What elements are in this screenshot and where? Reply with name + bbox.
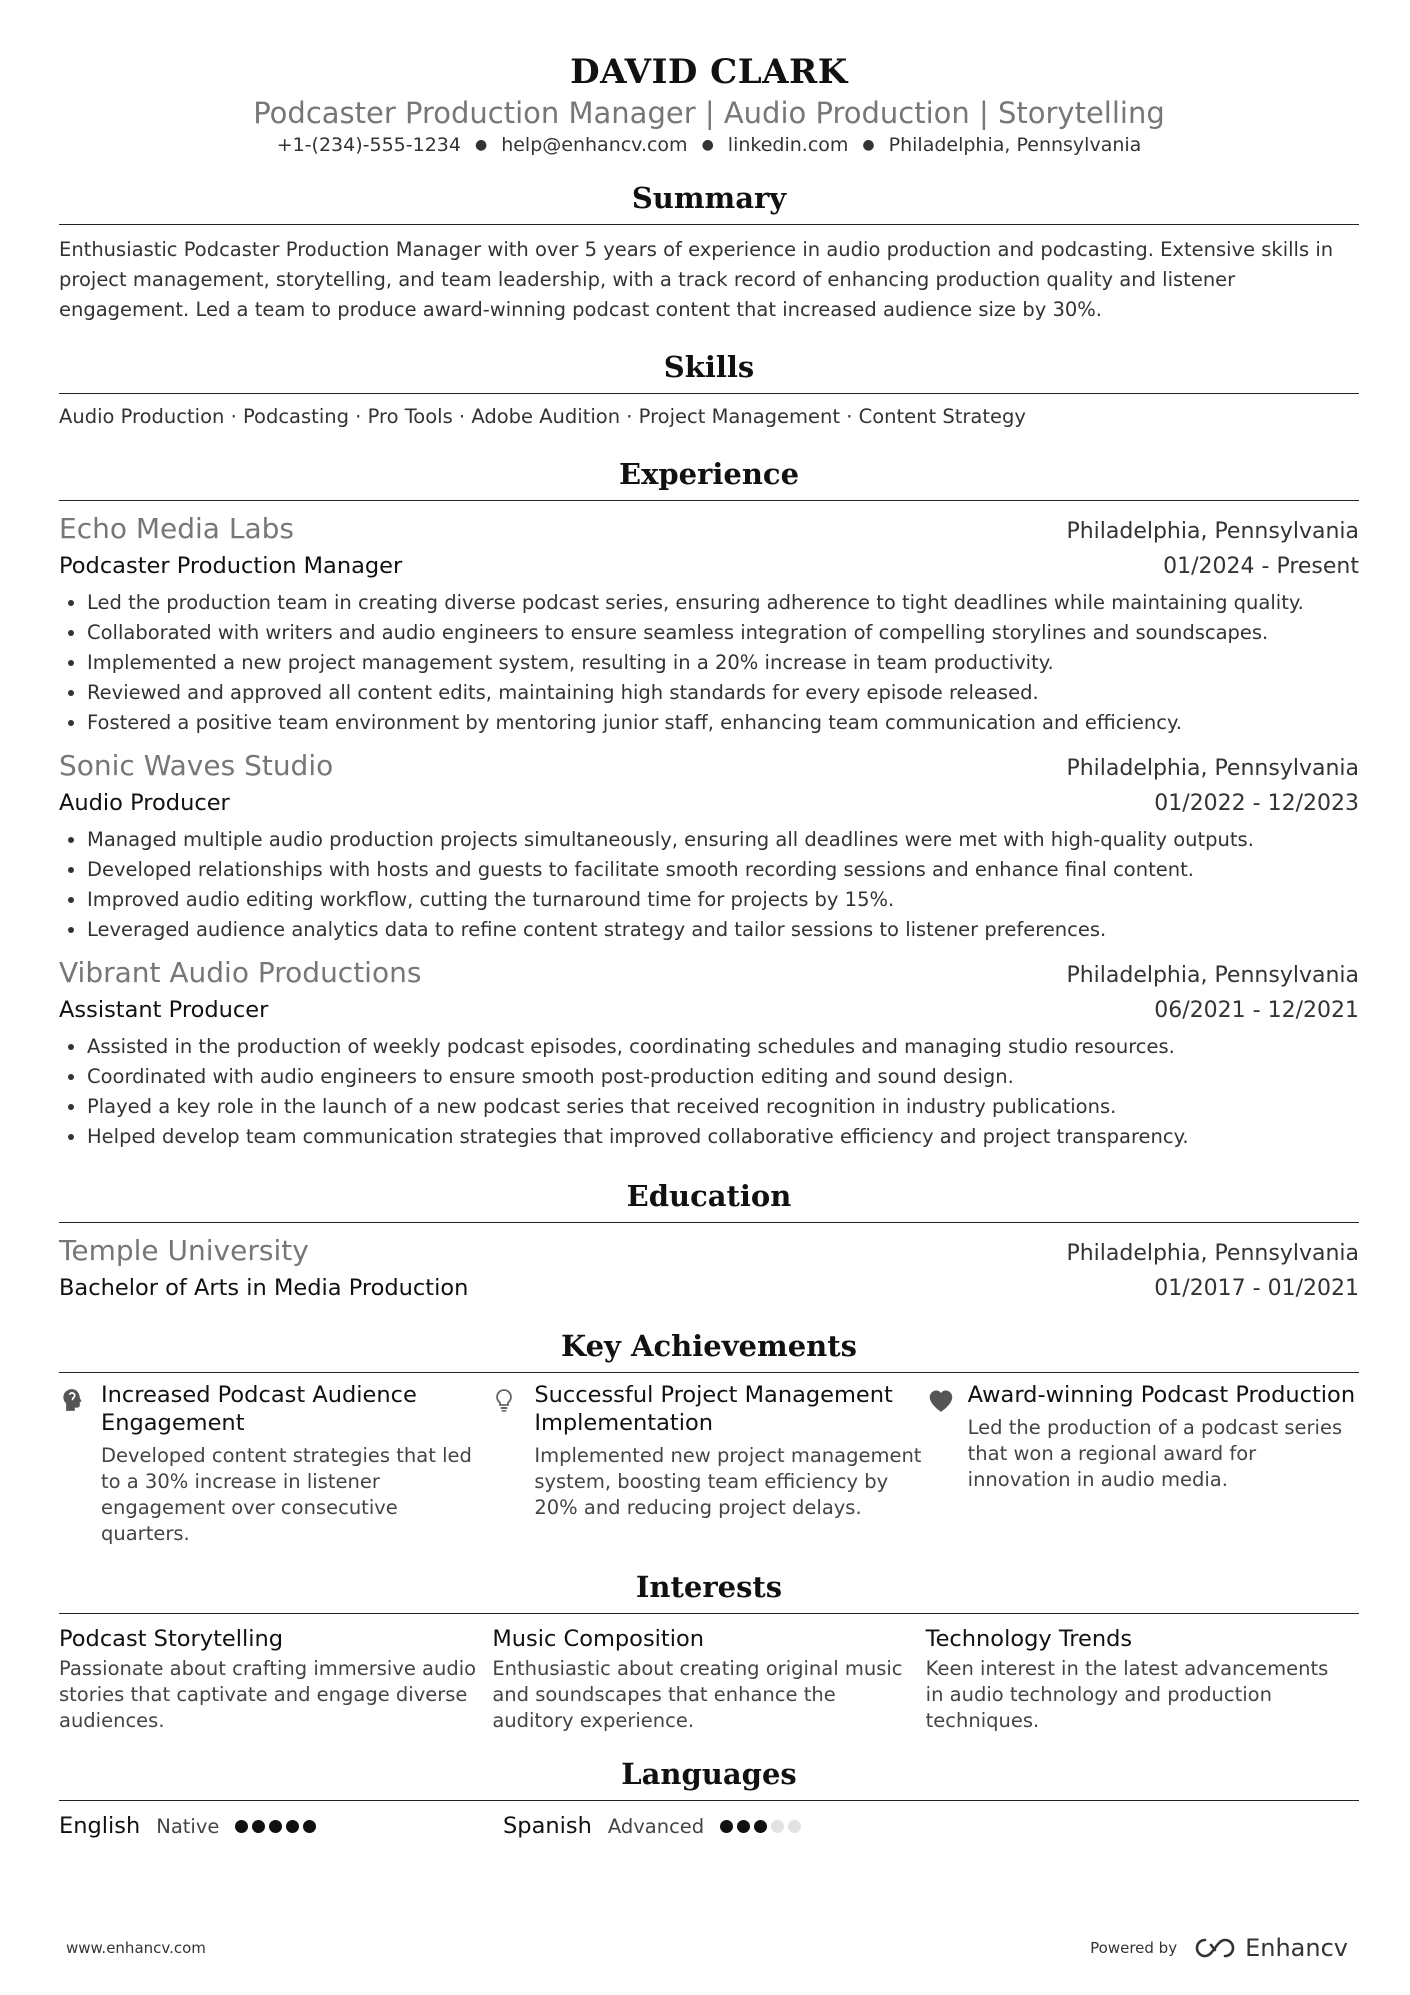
job-title: Audio Producer (59, 790, 230, 816)
bullet-item: • Implemented a new project management system, resulting in a 20% increase in team productivity. (87, 648, 1359, 678)
achievement-desc: Implemented new project management system, boosting team efficiency by 20% and reducing project delays. (534, 1444, 922, 1519)
skills-list: Audio Production · Podcasting · Pro Tools · Adobe Audition · Project Management · Content Strategy (59, 405, 1026, 428)
languages-section (59, 1756, 1359, 1843)
language-level: Advanced (607, 1814, 705, 1838)
job-location: Philadelphia, Pennsylvania (1066, 519, 1359, 544)
section-title-interests: Interests (59, 1569, 1359, 1614)
rating-dot-filled (754, 1820, 767, 1833)
head-icon (59, 1381, 101, 1547)
rating-dot-filled (737, 1820, 750, 1833)
summary-section (59, 180, 1359, 325)
language-rating (235, 1820, 316, 1833)
achievement-title: Successful Project Management Implementation (534, 1382, 893, 1436)
interest-item (926, 1622, 1359, 1734)
section-title-education: Education (59, 1178, 1359, 1223)
bullet-item: • Played a key role in the launch of a new podcast series that received recognition in industry publications. (87, 1092, 1359, 1122)
footer-website[interactable]: www.enhancv.com (66, 1939, 206, 1957)
footer (66, 1934, 1348, 1962)
school-location: Philadelphia, Pennsylvania (1066, 1241, 1359, 1266)
job-bullets (59, 1032, 1359, 1152)
language-rating (720, 1820, 801, 1833)
summary-text: Enthusiastic Podcaster Production Manager with over 5 years of experience in audio production and podcasting. Extensive skills in project management, storytelling, and team leadership, with a track record of enhancing production quality and listener engagement. Led a team to produce award-winning podcast content that increased audience size by 30%. (59, 238, 1334, 321)
bullet-item: • Fostered a positive team environment by mentoring junior staff, enhancing team communication and efficiency. (87, 708, 1359, 738)
bullet-item: • Assisted in the production of weekly podcast episodes, coordinating schedules and managing studio resources. (87, 1032, 1359, 1062)
job-title: Podcaster Production Manager (59, 553, 403, 579)
achievement-item (926, 1381, 1359, 1547)
achievement-title: Increased Podcast Audience Engagement (101, 1382, 417, 1436)
interest-desc: Keen interest in the latest advancements in audio technology and production techniques. (925, 1657, 1329, 1732)
candidate-name: DAVID CLARK (570, 52, 848, 92)
job-entry (59, 511, 1359, 738)
education-dates: 01/2017 - 01/2021 (1154, 1276, 1359, 1301)
bullet-item: • Managed multiple audio production projects simultaneously, ensuring all deadlines were met with high-quality outputs. (87, 825, 1359, 855)
lightbulb-icon (492, 1381, 534, 1547)
interests-section (59, 1569, 1359, 1734)
company-name: Sonic Waves Studio (59, 749, 334, 782)
job-location: Philadelphia, Pennsylvania (1066, 963, 1359, 988)
bullet-item: • Coordinated with audio engineers to ensure smooth post-production editing and sound design. (87, 1062, 1359, 1092)
achievement-desc: Developed content strategies that led to a 30% increase in listener engagement over consecutive quarters. (101, 1444, 472, 1545)
job-title: Assistant Producer (59, 997, 269, 1023)
language-item (59, 1809, 503, 1843)
rating-dot-filled (720, 1820, 733, 1833)
section-title-summary: Summary (59, 180, 1359, 225)
company-name: Echo Media Labs (59, 512, 294, 545)
education-section (59, 1178, 1359, 1306)
heart-icon (926, 1381, 968, 1547)
interest-item (492, 1622, 925, 1734)
bullet-item: • Leveraged audience analytics data to refine content strategy and tailor sessions to listener preferences. (87, 915, 1359, 945)
bullet-item: • Reviewed and approved all content edits, maintaining high standards for every episode released. (87, 678, 1359, 708)
bullet-item: • Helped develop team communication strategies that improved collaborative efficiency and project transparency. (87, 1122, 1359, 1152)
rating-dot-empty (771, 1820, 784, 1833)
contact-location: Philadelphia, Pennsylvania (888, 134, 1142, 156)
achievements-section (59, 1328, 1359, 1547)
enhancv-logo-icon (1193, 1936, 1237, 1960)
contact-phone[interactable]: +1-(234)-555-1234 (276, 134, 461, 156)
language-name: Spanish (503, 1813, 592, 1839)
bullet-item: • Improved audio editing workflow, cutting the turnaround time for projects by 15%. (87, 885, 1359, 915)
contact-line (59, 132, 1359, 158)
education-entry (59, 1233, 1359, 1306)
section-title-achievements: Key Achievements (59, 1328, 1359, 1373)
interest-title: Podcast Storytelling (59, 1626, 284, 1652)
resume-page (59, 0, 1359, 1843)
interest-title: Music Composition (492, 1626, 705, 1652)
rating-dot-filled (252, 1820, 265, 1833)
job-entry (59, 748, 1359, 945)
job-dates: 01/2024 - Present (1163, 554, 1359, 579)
contact-linkedin[interactable]: linkedin.com (727, 134, 849, 156)
brand-logo[interactable] (1193, 1934, 1348, 1962)
interest-desc: Passionate about crafting immersive audio stories that captivate and engage diverse audiences. (59, 1657, 477, 1732)
rating-dot-filled (303, 1820, 316, 1833)
job-entry (59, 955, 1359, 1152)
job-bullets (59, 588, 1359, 738)
interest-title: Technology Trends (925, 1626, 1133, 1652)
language-name: English (59, 1813, 141, 1839)
achievement-item (492, 1381, 925, 1547)
school-name: Temple University (59, 1234, 309, 1267)
rating-dot-empty (788, 1820, 801, 1833)
achievement-title: Award-winning Podcast Production (967, 1382, 1356, 1408)
interest-item (59, 1622, 492, 1734)
skills-section (59, 349, 1359, 432)
rating-dot-filled (235, 1820, 248, 1833)
bullet-item: • Led the production team in creating diverse podcast series, ensuring adherence to tight deadlines while maintaining quality. (87, 588, 1359, 618)
rating-dot-filled (269, 1820, 282, 1833)
language-level: Native (156, 1814, 220, 1838)
section-title-experience: Experience (59, 456, 1359, 501)
job-dates: 01/2022 - 12/2023 (1154, 791, 1359, 816)
achievement-desc: Led the production of a podcast series that won a regional award for innovation in audio media. (967, 1416, 1343, 1491)
powered-by-label: Powered by (1090, 1939, 1178, 1957)
bullet-item: • Developed relationships with hosts and guests to facilitate smooth recording sessions and enhance final content. (87, 855, 1359, 885)
contact-email[interactable]: help@enhancv.com (501, 134, 688, 156)
bullet-item: • Collaborated with writers and audio engineers to ensure seamless integration of compelling storylines and soundscapes. (87, 618, 1359, 648)
experience-section (59, 456, 1359, 1152)
brand-name: Enhancv (1245, 1934, 1348, 1962)
section-title-skills: Skills (59, 349, 1359, 394)
bullet-separator: ● (701, 137, 714, 153)
company-name: Vibrant Audio Productions (59, 956, 422, 989)
bullet-separator: ● (862, 137, 875, 153)
achievement-item (59, 1381, 492, 1547)
headline: Podcaster Production Manager | Audio Production | Storytelling (253, 96, 1165, 130)
job-bullets (59, 825, 1359, 945)
bullet-separator: ● (474, 137, 488, 153)
rating-dot-filled (286, 1820, 299, 1833)
job-dates: 06/2021 - 12/2021 (1154, 998, 1359, 1023)
section-title-languages: Languages (59, 1756, 1359, 1801)
interest-desc: Enthusiastic about creating original music and soundscapes that enhance the auditory experience. (492, 1657, 903, 1732)
degree: Bachelor of Arts in Media Production (59, 1275, 469, 1301)
job-location: Philadelphia, Pennsylvania (1066, 756, 1359, 781)
language-item (503, 1809, 947, 1843)
